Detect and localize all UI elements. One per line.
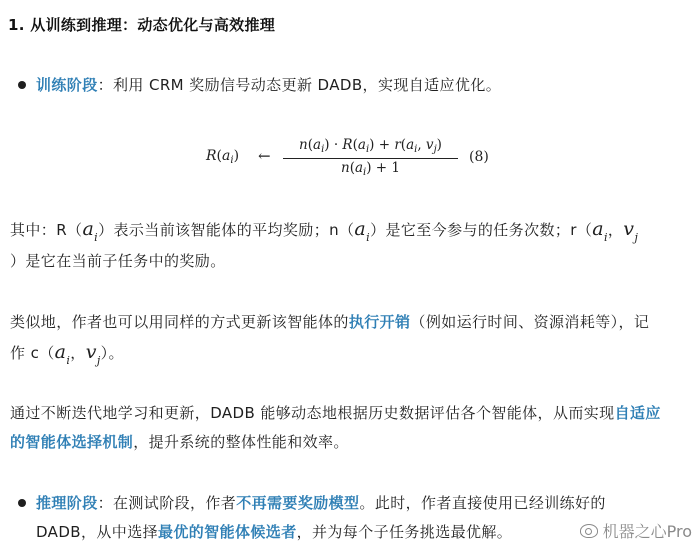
formula-numerator: $n(a_i) \cdot R(a_i) + r(a_i$, $v_j$) <box>299 137 442 155</box>
selection-mechanism-highlight: 的智能体选择机制 <box>10 433 134 451</box>
formula-denominator: $n(a_i) + 1$ <box>341 160 400 178</box>
math-v-j: $v_j$ <box>623 218 639 244</box>
watermark-text: 机器之心Pro <box>602 522 692 541</box>
no-reward-model-highlight: 不再需要奖励模型 <box>236 494 360 512</box>
formula-number: (8) <box>469 149 489 165</box>
training-stage-text: ：利用 CRM 奖励信号动态更新 DADB，实现自适应优化。 <box>97 76 502 94</box>
bullet-dot <box>18 499 26 507</box>
best-candidate-highlight: 最优的智能体候选者 <box>158 523 297 541</box>
weibo-icon <box>580 524 598 538</box>
section-heading: 1. 从训练到推理：动态优化与高效推理 <box>8 16 276 34</box>
formula-lhs: $R(a_i)$ <box>206 148 240 166</box>
inference-stage-label: 推理阶段 <box>36 494 98 512</box>
explanation-line-2: ）是它在当前子任务中的奖励。 <box>10 252 226 270</box>
fraction-bar <box>283 158 458 159</box>
execution-cost-highlight: 执行开销 <box>348 313 411 331</box>
similar-line-1: 类似地，作者也可以用同样的方式更新该智能体的执行开销（例如运行时间、资源消耗等），记 <box>10 313 650 331</box>
training-stage-label: 训练阶段 <box>36 76 98 94</box>
adaptive-highlight: 自适应 <box>614 404 661 422</box>
iterate-line-2: 的智能体选择机制，提升系统的整体性能和效率。 <box>10 433 349 451</box>
watermark <box>580 519 692 542</box>
bullet-dot <box>18 81 26 89</box>
bullet-training <box>36 74 501 96</box>
iterate-line-1: 通过不断迭代地学习和更新，DADB 能够动态地根据历史数据评估各个智能体，从而实现自适应 <box>10 404 661 422</box>
bullet-inference-line-1: 推理阶段：在测试阶段，作者不再需要奖励模型。此时，作者直接使用已经训练好的 <box>36 494 606 512</box>
math-a-i: $a_i$ <box>82 218 99 244</box>
similar-line-2: 作 $c(a_i$，$v_j$）。 <box>10 341 124 367</box>
explanation-line-1: 其中：$R(a_i)$表示当前该智能体的平均奖励；$n(a_i)$是它至今参与的任务次数；$r(a_i$，$v_j$ <box>10 218 639 244</box>
bullet-inference-line-2: DADB，从中选择最优的智能体候选者，并为每个子任务挑选最优解。 <box>36 523 513 541</box>
formula-arrow: ← <box>258 147 271 165</box>
